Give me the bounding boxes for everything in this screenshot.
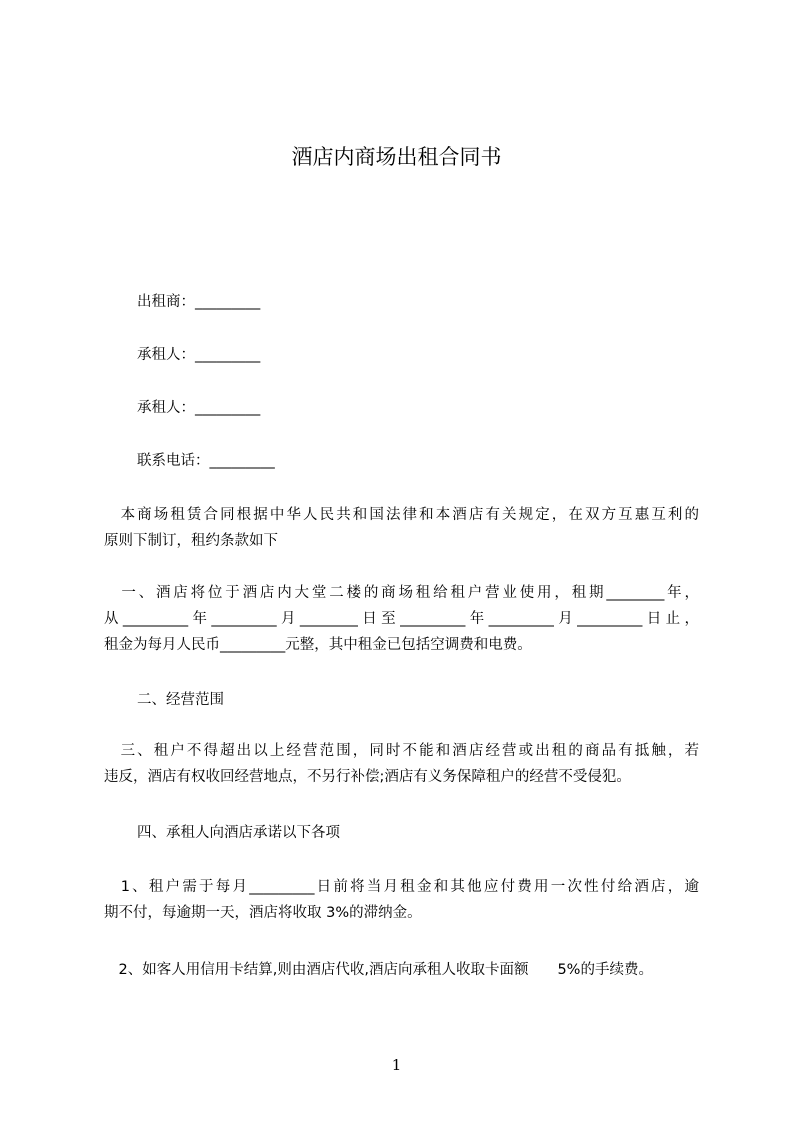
intro-line: 本商场租赁合同根据中华人民共和国法律和本酒店有关规定，在双方互惠互利的 [104, 507, 699, 523]
clause-one-line: 从_________年_________月________日至_________年_________月_________日止， [104, 611, 699, 627]
document-title: 酒店内商场出租合同书 [291, 145, 502, 169]
clause-two-heading: 二、经营范围 [137, 692, 224, 708]
lessee-field-second: 承租人：_________ [137, 400, 261, 416]
intro-line: 原则下制订，租约条款如下 [104, 533, 278, 549]
lessor-field: 出租商：_________ [137, 294, 261, 310]
clause-three-line: 三、租户不得超出以上经营范围，同时不能和酒店经营或出租的商品有抵触，若 [104, 743, 699, 759]
lessee-field: 承租人：_________ [137, 347, 261, 363]
item-two-paragraph [104, 957, 699, 983]
clause-one-line: 一、酒店将位于酒店内大堂二楼的商场租给租户营业使用，租期________年， [104, 585, 699, 601]
item-one-line: 1、租户需于每月_________日前将当月租金和其他应付费用一次性付给酒店，逾 [104, 879, 699, 895]
page-number: 1 [391, 1056, 402, 1074]
item-two-line: 2、如客人用信用卡结算,则由酒店代收,酒店向承租人收取卡面额 5%的手续费。 [104, 962, 653, 978]
clause-one-line: 租金为每月人民币_________元整，其中租金已包括空调费和电费。 [104, 637, 532, 653]
item-one-line: 期不付，每逾期一天，酒店将收取 3%的滞纳金。 [104, 905, 422, 921]
clause-four-heading: 四、承租人向酒店承诺以下各项 [137, 825, 340, 841]
clause-three-line: 违反，酒店有权收回经营地点，不另行补偿;酒店有义务保障租户的经营不受侵犯。 [104, 769, 631, 785]
item-one-paragraph [104, 874, 699, 926]
clause-one-paragraph [104, 580, 699, 658]
phone-field: 联系电话：_________ [137, 453, 275, 469]
clause-three-paragraph [104, 738, 699, 790]
intro-paragraph [104, 502, 699, 554]
